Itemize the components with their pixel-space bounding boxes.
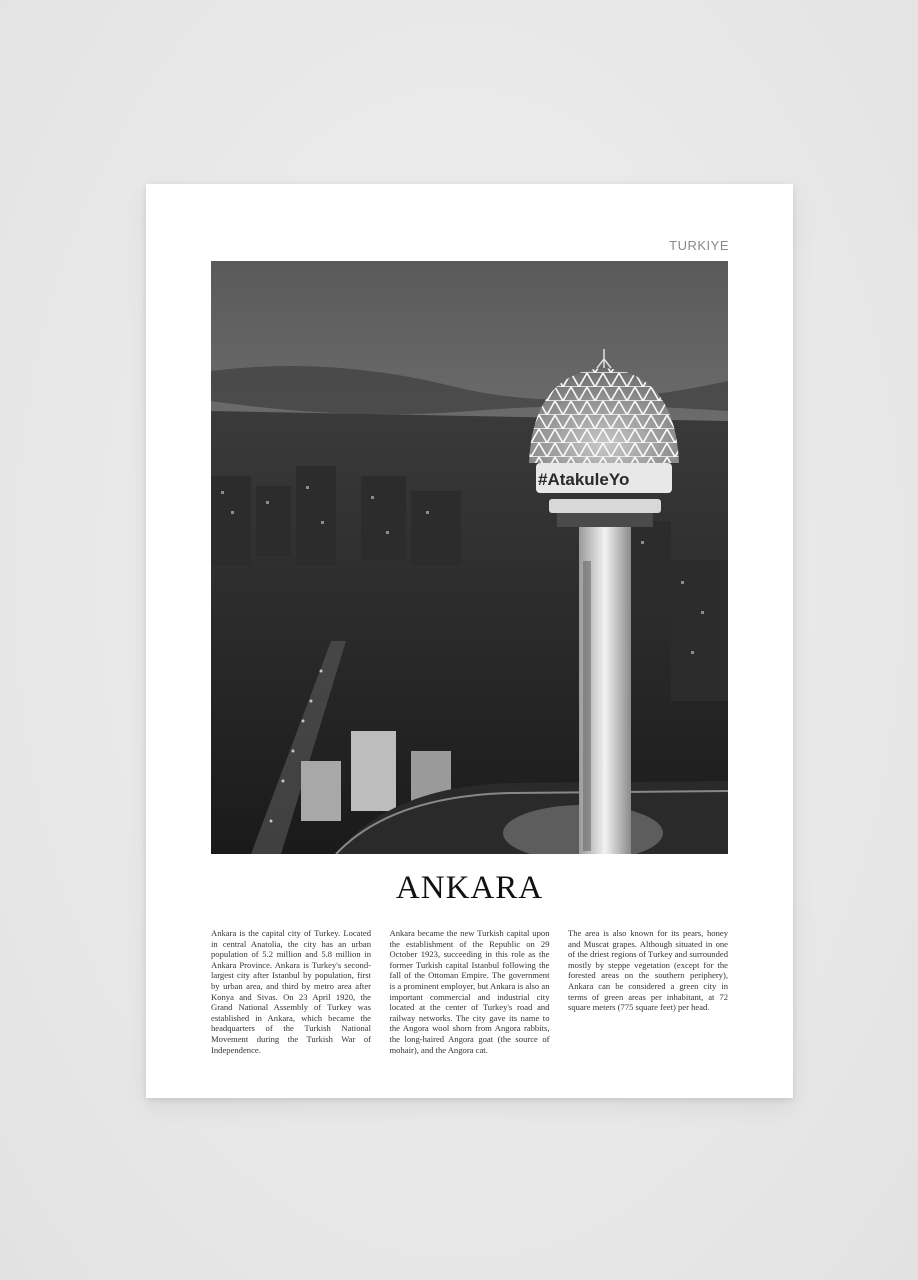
dome-sign-text: #AtakuleYo: [538, 470, 630, 489]
country-label: TURKIYE: [669, 238, 729, 253]
ankara-photo: [211, 261, 728, 854]
text-columns: [211, 928, 728, 1055]
column-nature: The area is also known for its pears, honey and Muscat grapes. Although situated in one of the driest regions of Turkey and surrounded mostly by steppe vegetation (except for the forested areas on the southern periphery), Ankara can be considered a green city in terms of green areas per inhabitant, at 72 square meters (775 square feet) per head.: [568, 928, 728, 1013]
poster: [146, 184, 793, 1098]
atakule-tower-illustration: [211, 261, 728, 854]
column-history: Ankara is the capital city of Turkey. Located in central Anatolia, the city has an urban population of 5.2 million and 5.8 million in Ankara Province. Ankara is Turkey's second-largest city after Istanbul by population, first by urban area, and third by metro area after Konya and Sivas. On 23 April 1920, the Grand National Assembly of Turkey was established in Ankara, which became the headquarters of the Turkish National Movement during the Turkish War of Independence.: [211, 928, 371, 1055]
city-title: ANKARA: [395, 870, 544, 906]
column-capital: Ankara became the new Turkish capital upon the establishment of the Republic on 29 October 1923, succeeding in this role as the former Turkish capital Istanbul following the fall of the Ottoman Empire. The government is a prominent employer, but Ankara is also an important commercial and industrial city located at the center of Turkey's road and railway networks. The city gave its name to the Angora wool shorn from Angora rabbits, the long-haired Angora goat (the source of mohair), and the Angora cat.: [389, 928, 550, 1055]
